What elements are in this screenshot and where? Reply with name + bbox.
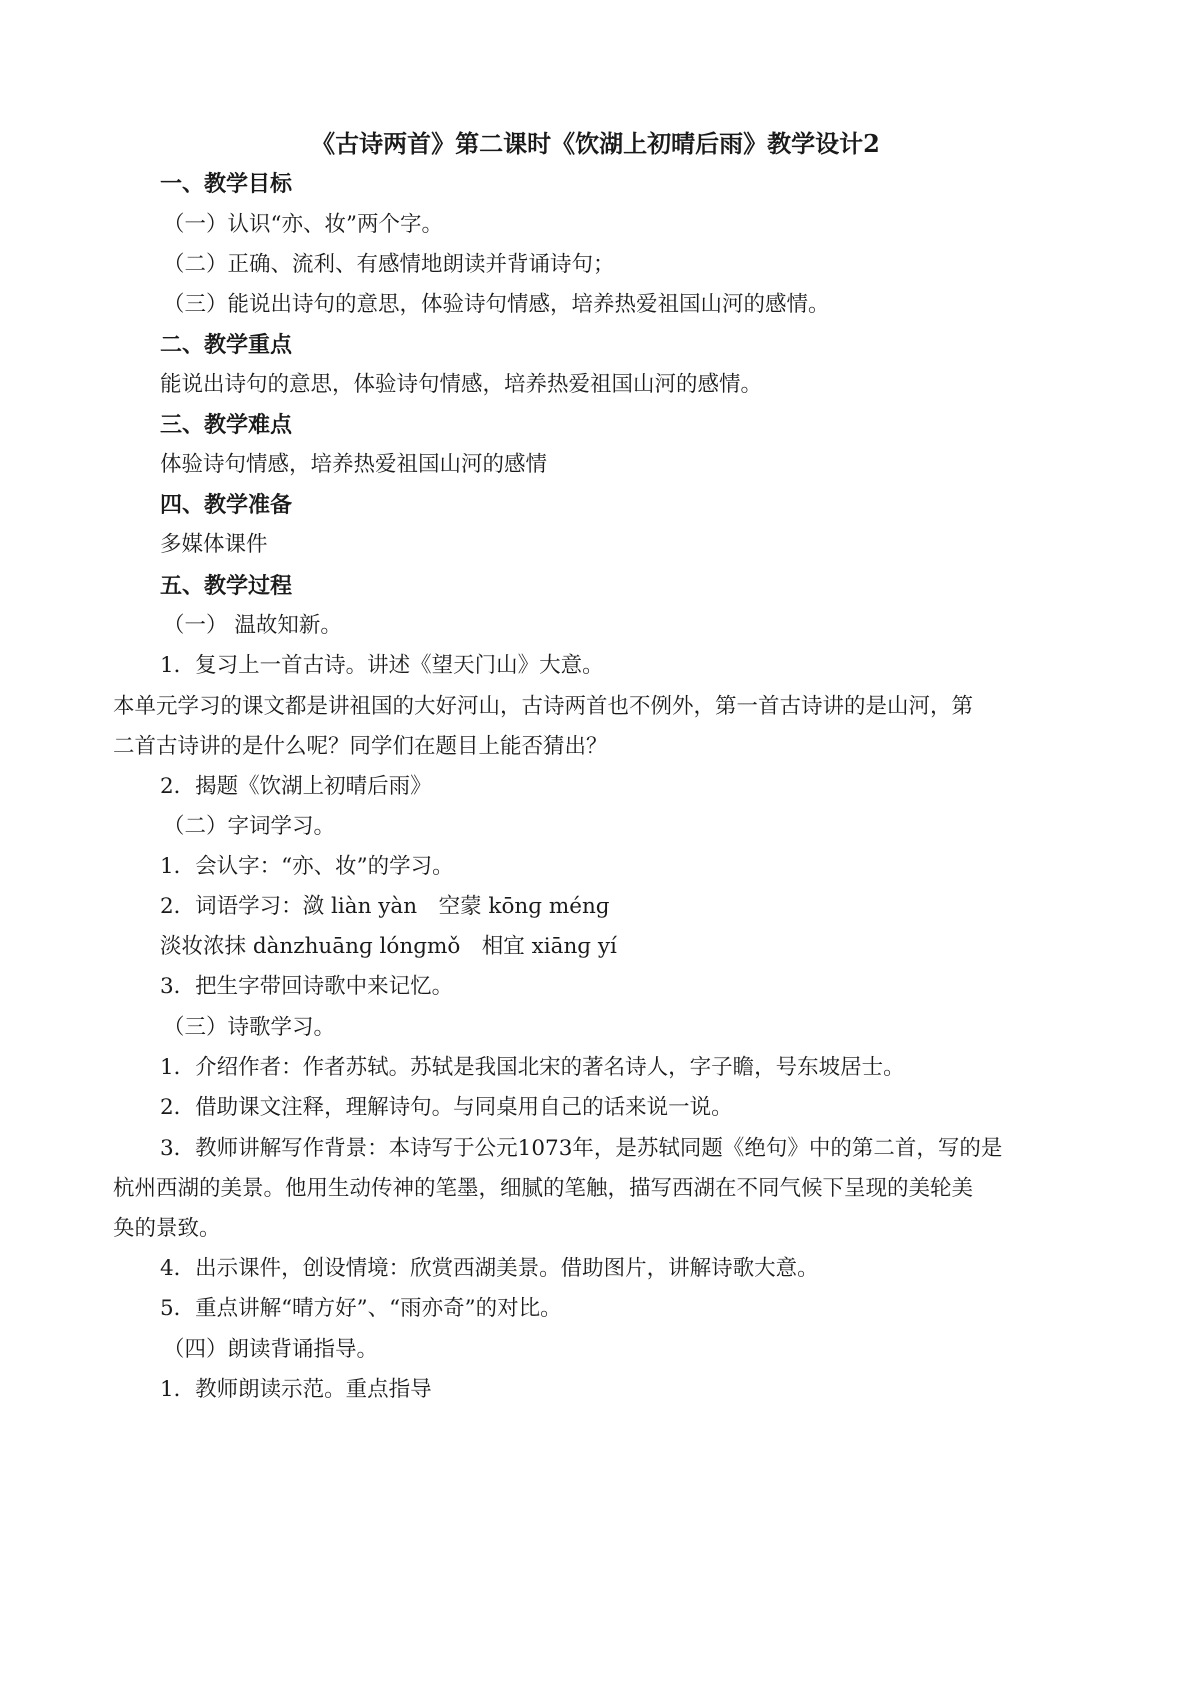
- recitation-step-1: 1．教师朗读示范。重点指导: [160, 1377, 432, 1402]
- part-title-vocabulary: （二）字词学习。: [163, 814, 336, 839]
- vocabulary-step-1: 1．会认字：“亦、妆”的学习。: [160, 854, 454, 879]
- vocabulary-step-2-continued: 淡妆浓抹 dànzhuānɡ lónɡmǒ 相宜 xiānɡ yí: [160, 934, 617, 959]
- difficulties-text: 体验诗句情感，培养热爱祖国山河的感情: [160, 452, 548, 477]
- poem-step-1: 1．介绍作者：作者苏轼。苏轼是我国北宋的著名诗人，字子瞻，号东坡居士。: [160, 1055, 905, 1080]
- vocabulary-step-3: 3．把生字带回诗歌中来记忆。: [160, 974, 454, 999]
- section-heading-process: 五、教学过程: [160, 573, 293, 599]
- poem-step-3-line-3: 奂的景致。: [113, 1216, 221, 1241]
- poem-step-4: 4．出示课件，创设情境：欣赏西湖美景。借助图片，讲解诗歌大意。: [160, 1256, 819, 1281]
- review-step-1: 1．复习上一首古诗。讲述《望天门山》大意。: [160, 653, 604, 678]
- preparation-text: 多媒体课件: [160, 532, 268, 557]
- key-points-text: 能说出诗句的意思，体验诗句情感，培养热爱祖国山河的感情。: [160, 372, 763, 397]
- objective-item-2: （二）正确、流利、有感情地朗读并背诵诗句；: [163, 252, 615, 277]
- poem-step-2: 2．借助课文注释，理解诗句。与同桌用自己的话来说一说。: [160, 1095, 733, 1120]
- section-heading-preparation: 四、教学准备: [160, 492, 293, 518]
- poem-step-3-line-1: 3．教师讲解写作背景：本诗写于公元1073年，是苏轼同题《绝句》中的第二首，写的是: [160, 1136, 1003, 1161]
- review-step-2: 2．揭题《饮湖上初晴后雨》: [160, 774, 432, 799]
- review-paragraph-line-1: 本单元学习的课文都是讲祖国的大好河山，古诗两首也不例外，第一首古诗讲的是山河，第: [113, 694, 974, 719]
- section-heading-key-points: 二、教学重点: [160, 332, 293, 358]
- vocabulary-step-2: 2．词语学习：潋 liàn yàn 空蒙 kōnɡ ménɡ: [160, 894, 610, 919]
- part-title-review: （一） 温故知新。: [163, 613, 342, 638]
- poem-step-3-line-2: 杭州西湖的美景。他用生动传神的笔墨，细腻的笔触，描写西湖在不同气候下呈现的美轮美: [113, 1176, 974, 1201]
- part-title-poem-study: （三）诗歌学习。: [163, 1015, 336, 1040]
- document-title: 《古诗两首》第二课时《饮湖上初晴后雨》教学设计2: [311, 129, 880, 158]
- section-heading-objectives: 一、教学目标: [160, 171, 293, 197]
- part-title-recitation: （四）朗读背诵指导。: [163, 1337, 379, 1362]
- review-paragraph-line-2: 二首古诗讲的是什么呢？同学们在题目上能否猜出？: [113, 734, 608, 759]
- objective-item-3: （三）能说出诗句的意思，体验诗句情感，培养热爱祖国山河的感情。: [163, 292, 830, 317]
- section-heading-difficulties: 三、教学难点: [160, 412, 293, 438]
- poem-step-5: 5．重点讲解“晴方好”、“雨亦奇”的对比。: [160, 1296, 562, 1321]
- objective-item-1: （一）认识“亦、妆”两个字。: [163, 212, 443, 237]
